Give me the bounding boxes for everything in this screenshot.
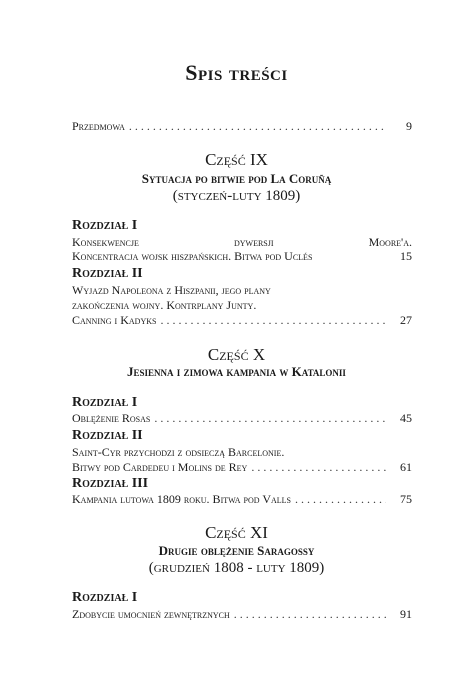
entry-label: Oblężenie Rosas [72, 411, 151, 425]
chapter-label: Rozdział III [72, 476, 149, 491]
toc-entry[interactable] [72, 410, 412, 426]
page-number: 9 [406, 119, 412, 133]
part-subtitle-dates: (grudzień 1808 - luty 1809) [148, 560, 325, 576]
entry-label: Przedmowa [72, 119, 125, 133]
entry-label: Bitwy pod Cardedeu i Molins de Rey [72, 460, 248, 474]
chapter-title-line[interactable]: Saint-Cyr przychodzi z odsieczą Barcelonie. [72, 445, 285, 459]
page-number: 27 [400, 313, 412, 327]
leader-dots [234, 606, 386, 622]
chapter-label: Rozdział I [72, 395, 138, 410]
leader-dots [129, 118, 386, 134]
entry-label: Koncentracja wojsk hiszpańskich. Bitwa pod Uclés [72, 249, 313, 263]
part-subtitle: Sytuacja po bitwie pod La Coruñą [141, 171, 332, 186]
leader-dots [251, 459, 386, 475]
toc-entry[interactable] [72, 491, 412, 507]
leader-dots [160, 312, 386, 328]
entry-label: Zdobycie umocnień zewnętrznych [72, 607, 230, 621]
leader-dots [295, 491, 386, 507]
part-subtitle: Drugie oblężenie Saragossy [158, 543, 315, 558]
entry-label: Kampania lutowa 1809 roku. Bitwa pod Valls [72, 492, 292, 506]
chapter-label: Rozdział I [72, 218, 138, 233]
page-number: 61 [400, 460, 412, 474]
toc-entry[interactable] [72, 312, 412, 328]
chapter-label: Rozdział I [72, 590, 138, 605]
chapter-label: Rozdział II [72, 266, 143, 281]
toc-entry[interactable] [72, 248, 412, 264]
part-heading: Część X [207, 345, 266, 364]
page-number: 15 [400, 249, 412, 263]
part-subtitle: Jesienna i zimowa kampania w Katalonii [127, 364, 346, 379]
word: dywersji [233, 235, 274, 249]
leader-dots [154, 410, 386, 426]
toc-entry[interactable] [72, 459, 412, 475]
page-number: 45 [400, 411, 412, 425]
page-number: 91 [400, 607, 412, 621]
chapter-label: Rozdział II [72, 428, 143, 443]
page-number: 75 [400, 492, 412, 506]
word: Konsekwencje [72, 235, 139, 249]
entry-label: Canning i Kadyks [72, 313, 157, 327]
chapter-title-line[interactable]: Wyjazd Napoleona z Hiszpanii, jego plany [72, 283, 271, 297]
chapter-title-line[interactable]: zakończenia wojny. Kontrplany Junty. [72, 298, 257, 312]
part-heading: Część IX [205, 150, 268, 169]
part-heading: Część XI [205, 523, 268, 542]
toc-entry[interactable] [72, 606, 412, 622]
page-title: Spis treści [185, 60, 288, 85]
toc-entry-preface[interactable] [72, 118, 412, 134]
part-subtitle-dates: (styczeń-luty 1809) [172, 188, 301, 204]
word: Moore'a. [368, 235, 412, 249]
